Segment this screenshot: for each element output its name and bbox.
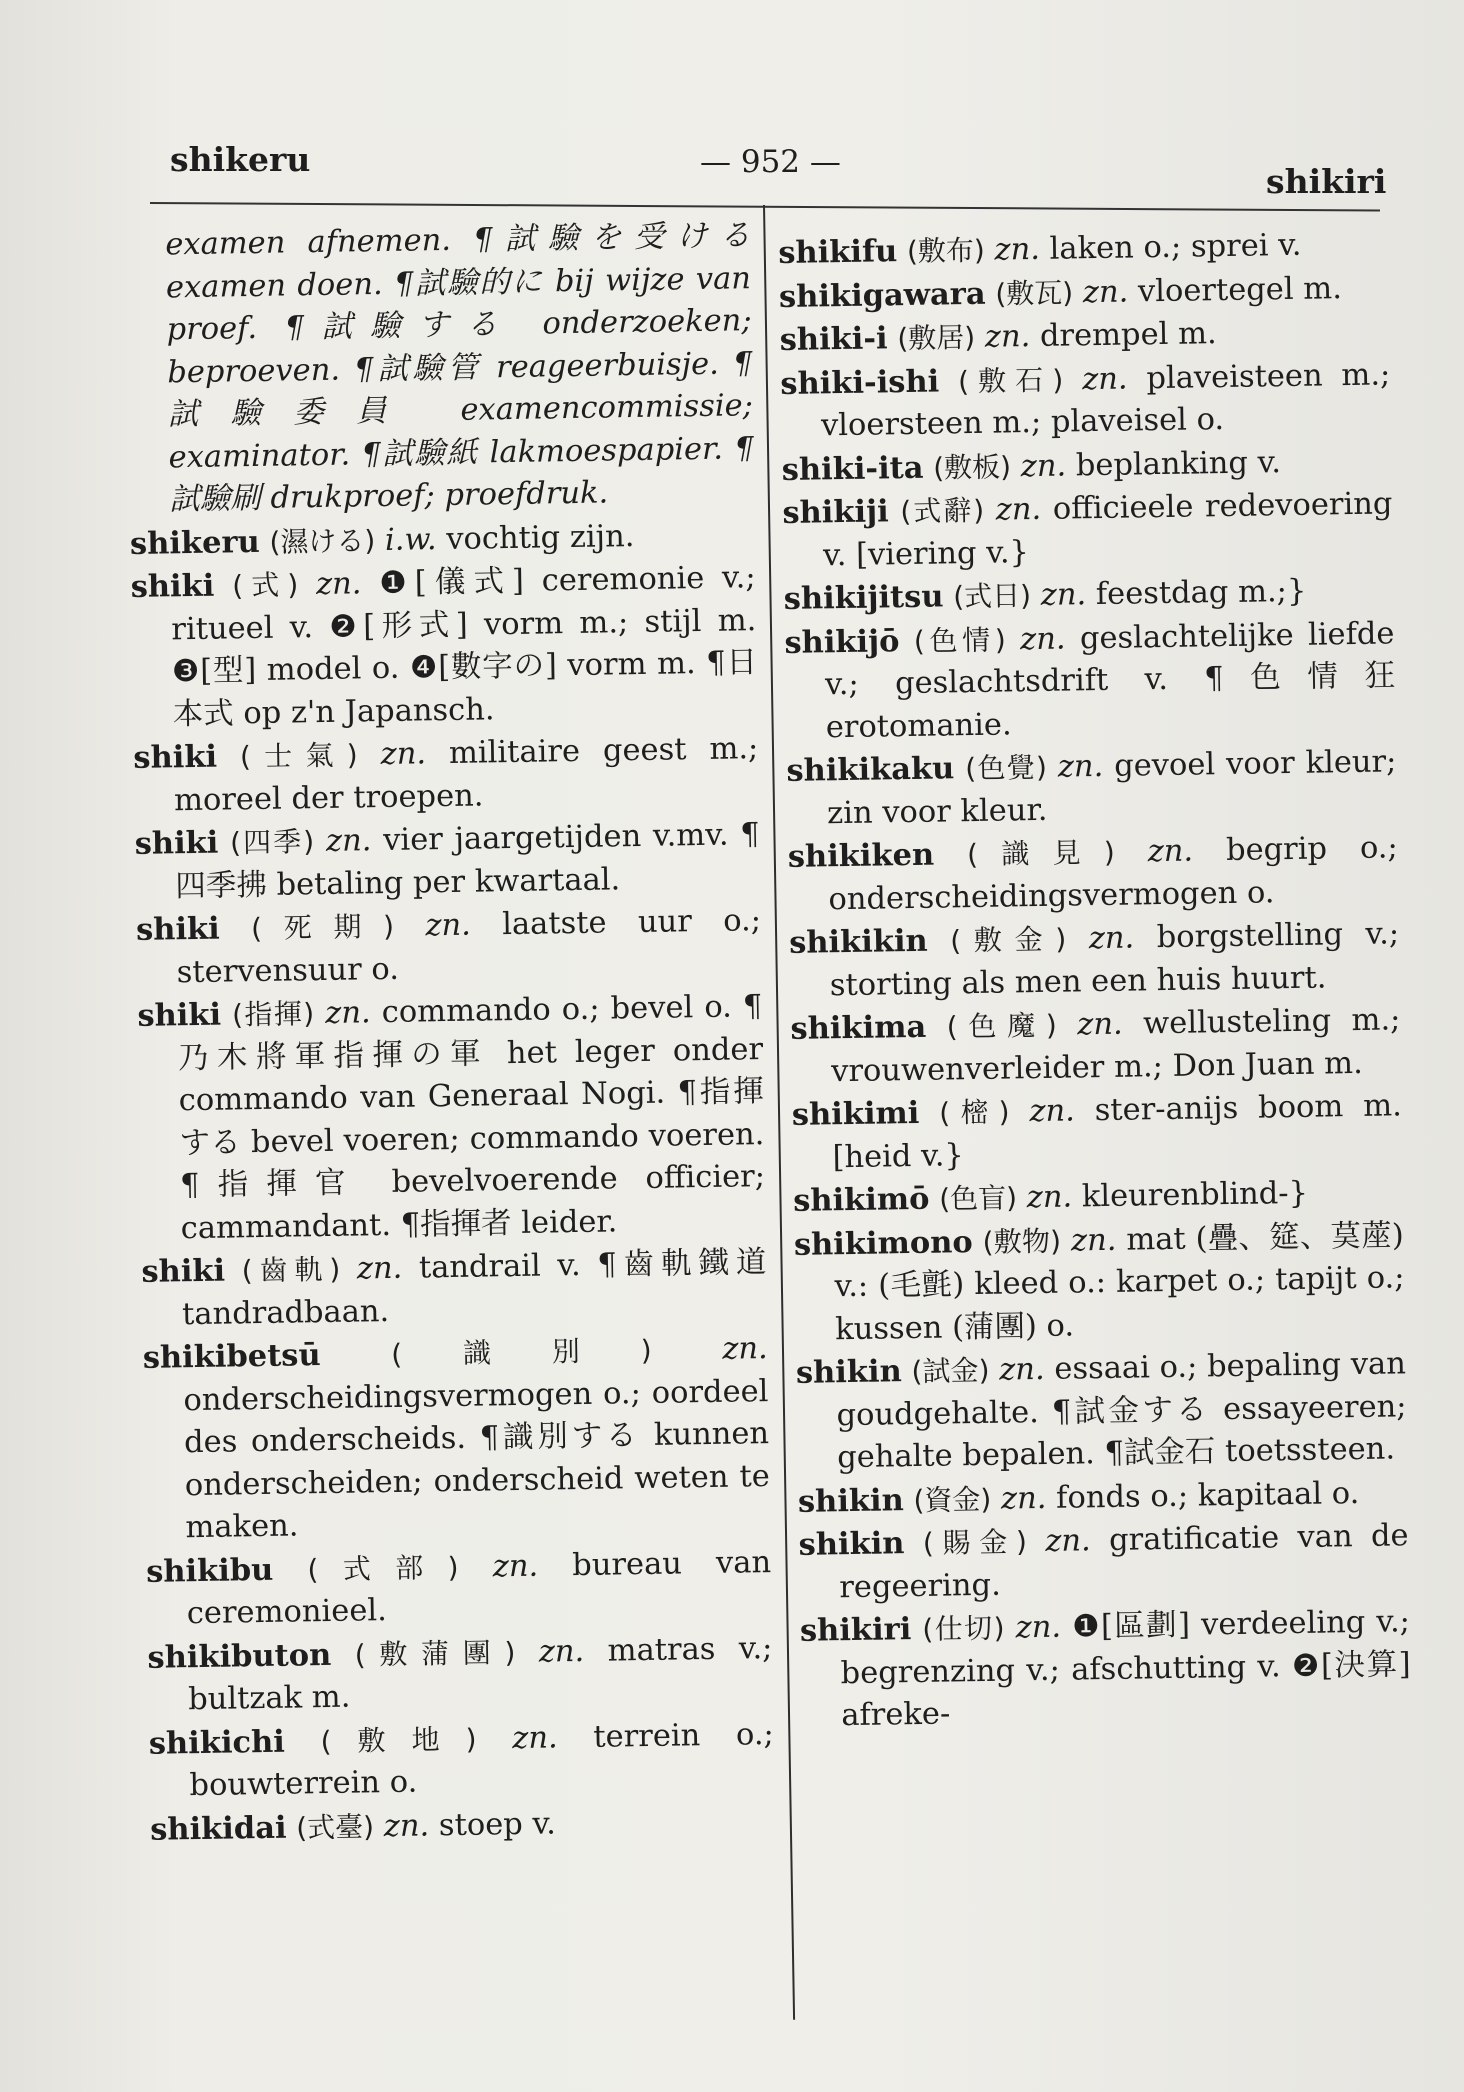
definition: onderscheidingsvermogen o.; oordeel des onderscheids. ¶識別する kunnen onderscheiden; onderscheid weten te maken.	[183, 1373, 771, 1546]
headword: shikin	[797, 1481, 905, 1520]
headword: shikin	[798, 1525, 905, 1563]
headword: shikibetsū	[142, 1337, 321, 1376]
continued-entry	[125, 215, 755, 522]
dictionary-entry	[786, 740, 1397, 836]
kanji: (敷布)	[906, 233, 986, 268]
dictionary-entry	[130, 556, 758, 737]
dictionary-entry	[794, 1214, 1406, 1352]
grammar: zn.	[1040, 577, 1087, 613]
grammar: zn.	[380, 736, 427, 773]
headword: shikikaku	[786, 750, 955, 789]
grammar: zn.	[1000, 1480, 1047, 1517]
headword: shikidai	[149, 1809, 287, 1848]
grammar: zn.	[1076, 1006, 1123, 1043]
kanji: (四季)	[229, 825, 315, 860]
definition: drempel m.	[1039, 316, 1217, 354]
grammar: zn.	[1082, 274, 1129, 310]
headword: shikin	[795, 1353, 903, 1391]
dictionary-entry	[147, 1627, 773, 1723]
definition: ❶[區劃] verdeeling v.; begrenzing v.; afschutting v. ❷[決算] afreke-	[840, 1604, 1411, 1734]
grammar: i.w.	[384, 521, 437, 558]
definition: fonds o.; kapitaal o.	[1055, 1475, 1360, 1516]
kanji: (死期)	[250, 909, 395, 946]
kanji: (式臺)	[295, 1809, 375, 1845]
kanji: (敷板)	[932, 449, 1012, 485]
definition: begrip o.; onderscheidingsvermogen o.	[828, 830, 1399, 917]
dictionary-entry	[784, 612, 1396, 750]
definition: kleurenblind-}	[1081, 1175, 1309, 1215]
dictionary-entry	[782, 482, 1393, 578]
kanji: (樒)	[939, 1095, 1010, 1130]
definition: mat (疊、筵、茣蓙) v.: (毛氈) kleed o.: karpet o.; tapijt o.; kussen (蒲團) o.	[834, 1217, 1405, 1347]
definition: terrein o.; bouwterrein o.	[189, 1716, 775, 1804]
headword: shiki	[137, 996, 222, 1034]
kanji: (識別)	[390, 1333, 652, 1371]
headword: shikimi	[791, 1094, 920, 1133]
grammar: zn.	[995, 491, 1042, 528]
kanji: (敷居)	[897, 320, 976, 356]
definition: commando o.; bevel o. ¶乃木將軍指揮の軍 het leger onder commando van Generaal Nogi. ¶指揮する bevel voeren; commando voeren. ¶指揮官 bevelvoerende officier; cammandant. ¶指揮者 leider.	[177, 989, 766, 1246]
headword: shikeru	[129, 523, 260, 562]
definition: ster-anijs boom m. [heid v.}	[832, 1088, 1403, 1175]
definition: beplanking v.	[1075, 444, 1282, 483]
headword: shikigawara	[778, 275, 986, 315]
definition: essaai o.; bepaling van goudgehalte. ¶試金する essayeeren; gehalte bepalen. ¶試金石 toetssteen.	[836, 1346, 1407, 1476]
dictionary-entry	[787, 826, 1398, 922]
dictionary-entry	[796, 1342, 1408, 1480]
dictionary-entry	[137, 985, 766, 1251]
dictionary-entry	[150, 1798, 776, 1851]
headword: shikiri	[799, 1611, 912, 1649]
kanji: (色魔)	[946, 1008, 1058, 1044]
definition: vochtig zijn.	[446, 518, 635, 557]
headword: shiki-ishi	[780, 362, 940, 402]
grammar: zn.	[1088, 920, 1135, 957]
definition: gratificatie van de regeering.	[839, 1518, 1409, 1605]
grammar: zn.	[1020, 448, 1067, 484]
grammar: zn.	[994, 231, 1041, 268]
headword: shikimō	[792, 1180, 930, 1219]
dictionary-entry	[133, 727, 759, 823]
grammar: zn.	[1045, 1523, 1091, 1559]
grammar: zn.	[315, 566, 362, 603]
headword: shikibu	[145, 1551, 274, 1590]
kanji: (濕ける)	[269, 523, 376, 559]
headword: shikifu	[778, 233, 898, 271]
kanji: (色覺)	[965, 750, 1048, 786]
kanji: (色情)	[913, 622, 1007, 658]
definition: plaveisteen m.; vloersteen m.; plaveisel o.	[820, 356, 1391, 444]
dictionary-entry	[792, 1084, 1403, 1180]
grammar: zn.	[1081, 361, 1128, 397]
kanji: (敷蒲團)	[354, 1635, 516, 1672]
definition: vier jaargetijden v.mv. ¶四季拂 betaling per kwartaal.	[175, 817, 760, 904]
grammar: zn.	[1015, 1609, 1062, 1646]
headword: shikima	[790, 1008, 927, 1047]
headword: shiki	[141, 1252, 226, 1290]
grammar: zn.	[722, 1331, 768, 1367]
definition: ❶[儀式] ceremonie v.; ritueel v. ❷[形式] vorm m.; stijl m. ❸[型] model o. ❹[數字の] vorm m. ¶日本式 op z'n Japansch.	[171, 560, 758, 732]
grammar: zn.	[325, 823, 372, 859]
dictionary-entry	[136, 899, 762, 995]
headword: shikimono	[793, 1223, 973, 1263]
grammar: zn.	[1057, 748, 1104, 785]
dictionary-entry	[790, 998, 1401, 1094]
grammar: zn.	[425, 907, 472, 944]
headword: shikijitsu	[783, 578, 944, 617]
kanji: (仕切)	[922, 1611, 1005, 1646]
kanji: (敷物)	[982, 1224, 1062, 1259]
grammar: zn.	[1019, 621, 1066, 657]
definition: vloertegel m.	[1137, 270, 1343, 309]
page-number: — 952 —	[700, 144, 841, 180]
entry-text: examen afnemen. ¶試驗を受ける examen doen. ¶試驗的に bij wijze van proef. ¶試驗する onderzoeken; beproeven. ¶試驗管 reageerbuisje. ¶試驗委員 examencommissie; examinator. ¶試驗紙 lakmoespapier. ¶試驗刷 drukproef; proefdruk.	[165, 218, 754, 518]
headword: shikibuton	[147, 1636, 332, 1676]
kanji: (敷金)	[949, 922, 1067, 958]
grammar: zn.	[538, 1633, 585, 1670]
headword: shiki-ita	[781, 449, 924, 488]
headword: shikikin	[788, 922, 928, 961]
kanji: (識見)	[966, 835, 1115, 872]
dictionary-entry	[798, 1514, 1409, 1610]
definition: stoep v.	[438, 1805, 557, 1843]
kanji: (式部)	[307, 1550, 459, 1586]
definition: officieele redevoering v. [viering v.}	[822, 486, 1393, 573]
definition: laken o.; sprei v.	[1049, 227, 1302, 267]
dictionary-entry	[146, 1541, 772, 1637]
definition: tandrail v. ¶齒軌鐵道 tandradbaan.	[181, 1245, 767, 1332]
kanji: (資金)	[913, 1482, 992, 1517]
left-column	[125, 215, 775, 1852]
grammar: zn.	[511, 1719, 558, 1756]
grammar: zn.	[984, 319, 1031, 355]
grammar: zn.	[1070, 1222, 1117, 1259]
headword: shikijō	[784, 622, 900, 661]
definition: feestdag m.;}	[1095, 573, 1307, 613]
definition: borgstelling v.; storting als men een huis huurt.	[829, 916, 1400, 1003]
dictionary-entry	[142, 1327, 770, 1550]
definition: matras v.; bultzak m.	[187, 1630, 773, 1718]
kanji: (士氣)	[239, 738, 358, 774]
grammar: zn.	[1029, 1093, 1076, 1130]
definition: militaire geest m.; moreel der troepen.	[173, 731, 759, 818]
definition: bureau van ceremonieel.	[186, 1544, 772, 1632]
grammar: zn.	[356, 1250, 403, 1287]
running-head-left: shikeru	[170, 140, 311, 179]
kanji: (色盲)	[938, 1181, 1018, 1216]
headword: shiki	[133, 738, 218, 776]
headword: shiki-i	[779, 320, 888, 358]
grammar: zn.	[324, 995, 371, 1031]
headword: shiki	[135, 910, 221, 948]
grammar: zn.	[492, 1548, 539, 1584]
definition: geslachtelijke liefde v.; geslachtsdrift v. ¶色情狂 erotomanie.	[824, 615, 1396, 745]
kanji: (敷石)	[957, 363, 1064, 398]
headword: shikiji	[782, 493, 889, 531]
grammar: zn.	[1147, 833, 1194, 870]
right-column	[778, 222, 1412, 1738]
dictionary-entry	[149, 1712, 775, 1808]
headword: shikiken	[787, 836, 935, 875]
grammar: zn.	[1026, 1179, 1073, 1216]
definition: wellusteling m.; vrouwenverleider m.; Don Juan m.	[830, 1002, 1401, 1089]
kanji: (試金)	[911, 1353, 990, 1389]
kanji: (賜金)	[922, 1525, 1028, 1560]
dictionary-entry	[780, 353, 1391, 449]
running-head-right: shikiri	[1266, 162, 1387, 201]
definition: gevoel voor kleur; zin voor kleur.	[826, 744, 1397, 831]
dictionary-entry	[789, 912, 1400, 1008]
dictionary-entry	[800, 1600, 1412, 1738]
definition: laatste uur o.; stervensuur o.	[176, 903, 762, 990]
dictionary-entry	[134, 813, 760, 909]
kanji: (式日)	[952, 579, 1032, 614]
kanji: (敷地)	[320, 1722, 477, 1758]
grammar: zn.	[383, 1807, 430, 1844]
headword: shiki	[130, 567, 215, 605]
kanji: (敷瓦)	[995, 275, 1074, 311]
headword: shiki	[134, 824, 219, 862]
headword: shikichi	[148, 1723, 286, 1762]
kanji: (式辭)	[900, 493, 985, 529]
kanji: (式)	[231, 568, 299, 603]
grammar: zn.	[998, 1351, 1045, 1388]
kanji: (齒軌)	[241, 1252, 341, 1288]
kanji: (指揮)	[231, 997, 315, 1032]
dictionary-entry	[141, 1241, 767, 1337]
